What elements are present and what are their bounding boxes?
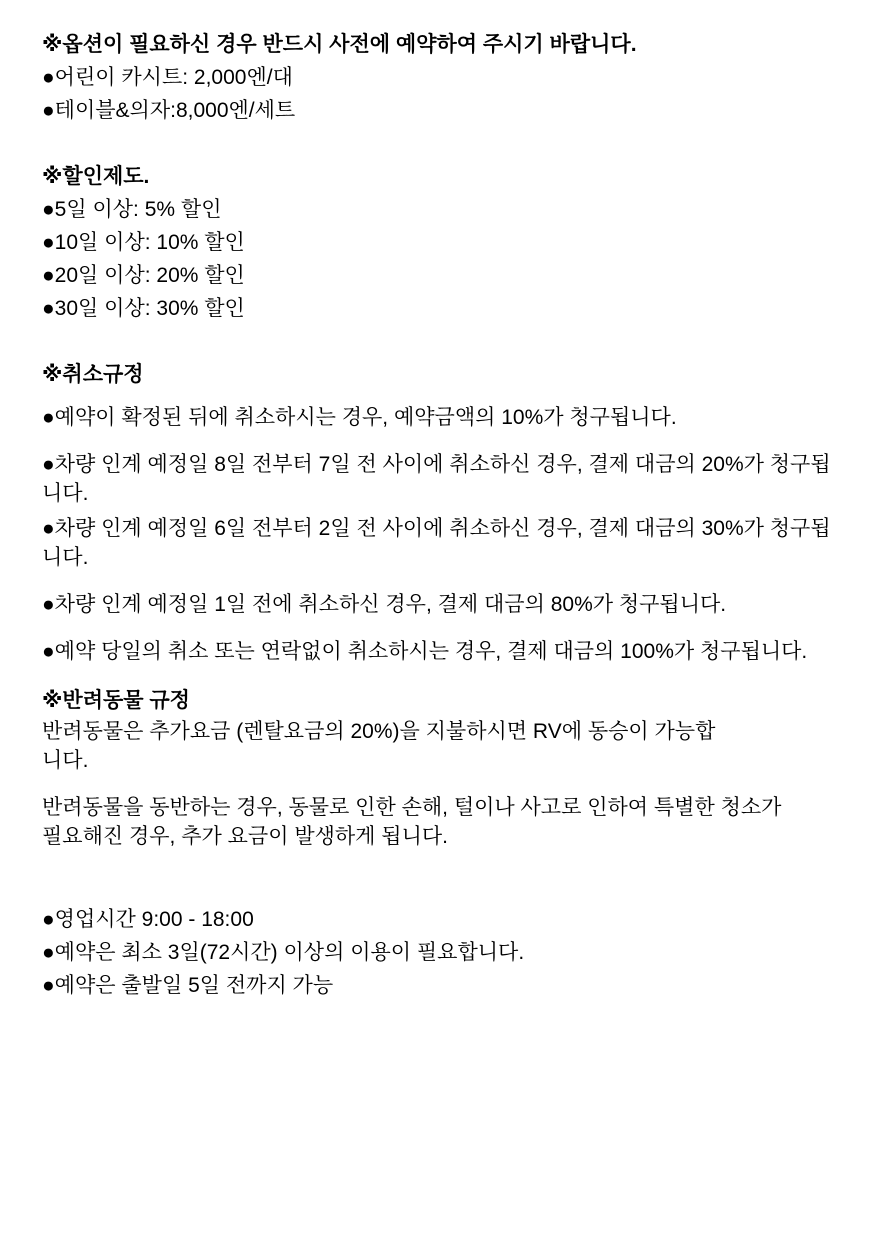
options-section	[42, 28, 842, 127]
cancellation-item: ●차량 인계 예정일 6일 전부터 2일 전 사이에 취소하신 경우, 결제 대금의 30%가 청구됩니다.	[42, 517, 831, 569]
pets-heading: ※반려동물 규정	[42, 689, 190, 712]
option-item-table-chair: ●테이블&의자:8,000엔/세트	[42, 99, 296, 122]
pets-paragraph: 반려동물은 추가요금 (렌탈요금의 20%)을 지불하시면 RV에 동승이 가능합니다.	[42, 720, 716, 772]
pets-paragraph: 반려동물을 동반하는 경우, 동물로 인한 손해, 털이나 사고로 인하여 특별한 청소가 필요해진 경우, 추가 요금이 발생하게 됩니다.	[42, 796, 782, 848]
cancellation-section	[42, 358, 842, 666]
discount-heading: ※할인제도.	[42, 165, 150, 188]
document-page	[42, 28, 842, 1002]
cancellation-item: ●차량 인계 예정일 1일 전에 취소하신 경우, 결제 대금의 80%가 청구됩니다.	[42, 593, 727, 616]
options-heading: ※옵션이 필요하신 경우 반드시 사전에 예약하여 주시기 바랍니다.	[42, 33, 637, 56]
business-hours: ●영업시간 9:00 - 18:00	[42, 908, 254, 931]
cancellation-item: ●차량 인계 예정일 8일 전부터 7일 전 사이에 취소하신 경우, 결제 대금의 20%가 청구됩니다.	[42, 453, 831, 505]
business-info-section	[42, 903, 842, 1002]
discount-section	[42, 160, 842, 325]
reservation-deadline-notice: ●예약은 출발일 5일 전까지 가능	[42, 974, 334, 997]
discount-item: ●30일 이상: 30% 할인	[42, 297, 245, 320]
option-item-car-seat: ●어린이 카시트: 2,000엔/대	[42, 66, 293, 89]
pets-section	[42, 684, 842, 851]
discount-item: ●20일 이상: 20% 할인	[42, 264, 245, 287]
minimum-rental-notice: ●예약은 최소 3일(72시간) 이상의 이용이 필요합니다.	[42, 941, 525, 964]
cancellation-item: ●예약 당일의 취소 또는 연락없이 취소하시는 경우, 결제 대금의 100%가 청구됩니다.	[42, 640, 808, 663]
cancellation-item: ●예약이 확정된 뒤에 취소하시는 경우, 예약금액의 10%가 청구됩니다.	[42, 406, 677, 429]
discount-item: ●5일 이상: 5% 할인	[42, 198, 222, 221]
cancellation-heading: ※취소규정	[42, 363, 144, 386]
discount-item: ●10일 이상: 10% 할인	[42, 231, 245, 254]
